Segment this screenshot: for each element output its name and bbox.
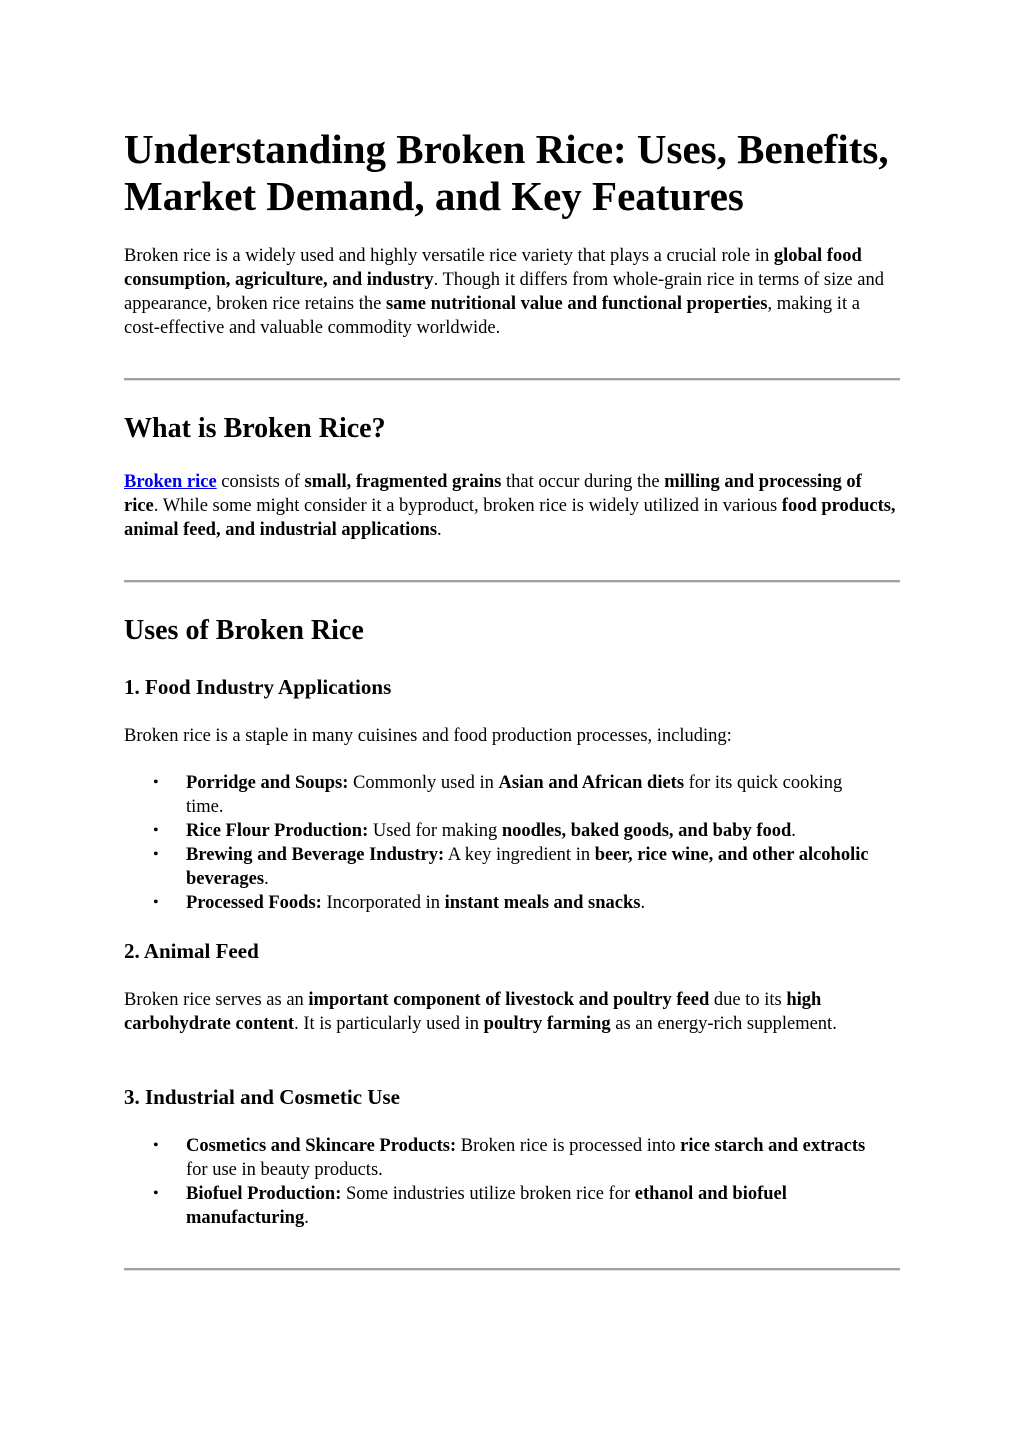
list-item-label: Cosmetics and Skincare Products: [186, 1136, 457, 1156]
list-item [124, 771, 876, 819]
heading-food-industry: 1. Food Industry Applications [124, 675, 392, 699]
feed-text-2: due to its [709, 990, 787, 1010]
list-item-label: Porridge and Soups: [186, 773, 349, 793]
food-uses-list [124, 771, 900, 915]
list-item-bold: instant meals and snacks [444, 893, 641, 913]
list-item [124, 1182, 876, 1230]
food-lead-paragraph: Broken rice is a staple in many cuisines and food production processes, including: [124, 726, 732, 746]
list-item-text: . [640, 893, 646, 913]
heading-what-is-broken-rice: What is Broken Rice? [124, 413, 386, 444]
what-text-1: consists of [216, 472, 305, 492]
list-item-bold: Asian and African diets [498, 773, 685, 793]
animal-feed-paragraph [124, 988, 900, 1036]
bullet-icon: • [153, 846, 159, 863]
list-item-text: for its quick cooking time. [186, 773, 843, 817]
list-item-label: Processed Foods: [186, 893, 322, 913]
feed-text-3: . It is particularly used in [294, 1014, 484, 1034]
feed-text-1: Broken rice serves as an [124, 990, 309, 1010]
page-title: Understanding Broken Rice: Uses, Benefits, Market Demand, and Key Features [124, 126, 889, 219]
list-item-text: . [791, 821, 796, 841]
bullet-icon: • [153, 774, 159, 791]
broken-rice-link[interactable]: Broken rice [124, 472, 217, 492]
list-item-bold: ethanol and biofuel manufacturing [186, 1184, 787, 1228]
list-item [124, 1134, 876, 1182]
list-item-bold: noodles, baked goods, and baby food [501, 821, 792, 841]
divider-1 [124, 378, 900, 381]
list-item [124, 843, 876, 891]
intro-text-2: . Though it differs from whole-grain rice in terms of size and appearance, broken rice retains the [124, 270, 884, 314]
bullet-icon: • [153, 894, 159, 911]
list-item-text: Commonly used in [348, 773, 499, 793]
list-item-text: . [264, 869, 269, 889]
intro-paragraph [124, 244, 900, 340]
feed-text-4: as an energy-rich supplement. [610, 1014, 837, 1034]
feed-bold-3: poultry farming [483, 1014, 611, 1034]
list-item-text: . [304, 1208, 309, 1228]
bullet-icon: • [153, 1137, 159, 1154]
feed-bold-2: high carbohydrate content [124, 990, 822, 1034]
what-bold-1: small, fragmented grains [304, 472, 502, 492]
heading-animal-feed: 2. Animal Feed [124, 939, 259, 963]
divider-2 [124, 580, 900, 583]
list-item-text: for use in beauty products. [186, 1160, 383, 1180]
list-item-text: A key ingredient in [444, 845, 595, 865]
list-item-text: Incorporated in [321, 893, 445, 913]
what-text-4: . [437, 520, 442, 540]
list-item-label: Rice Flour Production: [186, 821, 369, 841]
bullet-icon: • [153, 822, 159, 839]
divider-3 [124, 1268, 900, 1271]
intro-bold-1: global food consumption, agriculture, and industry [124, 246, 862, 290]
list-item-text: Some industries utilize broken rice for [341, 1184, 635, 1204]
what-paragraph [124, 470, 900, 542]
heading-industrial-cosmetic: 3. Industrial and Cosmetic Use [124, 1085, 400, 1109]
what-text-3: . While some might consider it a byproduct, broken rice is widely utilized in various [153, 496, 782, 516]
bullet-icon: • [153, 1185, 159, 1202]
what-bold-2: milling and processing of rice [124, 472, 862, 516]
what-bold-3: food products, animal feed, and industrial applications [124, 496, 896, 540]
industrial-uses-list [124, 1134, 900, 1230]
list-item [124, 819, 876, 843]
list-item-bold: beer, rice wine, and other alcoholic beverages [186, 845, 869, 889]
intro-bold-2: same nutritional value and functional properties [385, 294, 768, 314]
feed-bold-1: important component of livestock and poultry feed [308, 990, 710, 1010]
list-item [124, 891, 876, 915]
list-item-label: Biofuel Production: [186, 1184, 342, 1204]
list-item-label: Brewing and Beverage Industry: [186, 845, 445, 865]
list-item-text: Used for making [368, 821, 502, 841]
list-item-text: Broken rice is processed into [456, 1136, 681, 1156]
what-text-2: that occur during the [501, 472, 665, 492]
intro-text-3: , making it a cost-effective and valuable commodity worldwide. [124, 294, 860, 338]
list-item-bold: rice starch and extracts [680, 1136, 866, 1156]
heading-uses-of-broken-rice: Uses of Broken Rice [124, 615, 364, 646]
intro-text-1: Broken rice is a widely used and highly versatile rice variety that plays a crucial role in [124, 246, 774, 266]
